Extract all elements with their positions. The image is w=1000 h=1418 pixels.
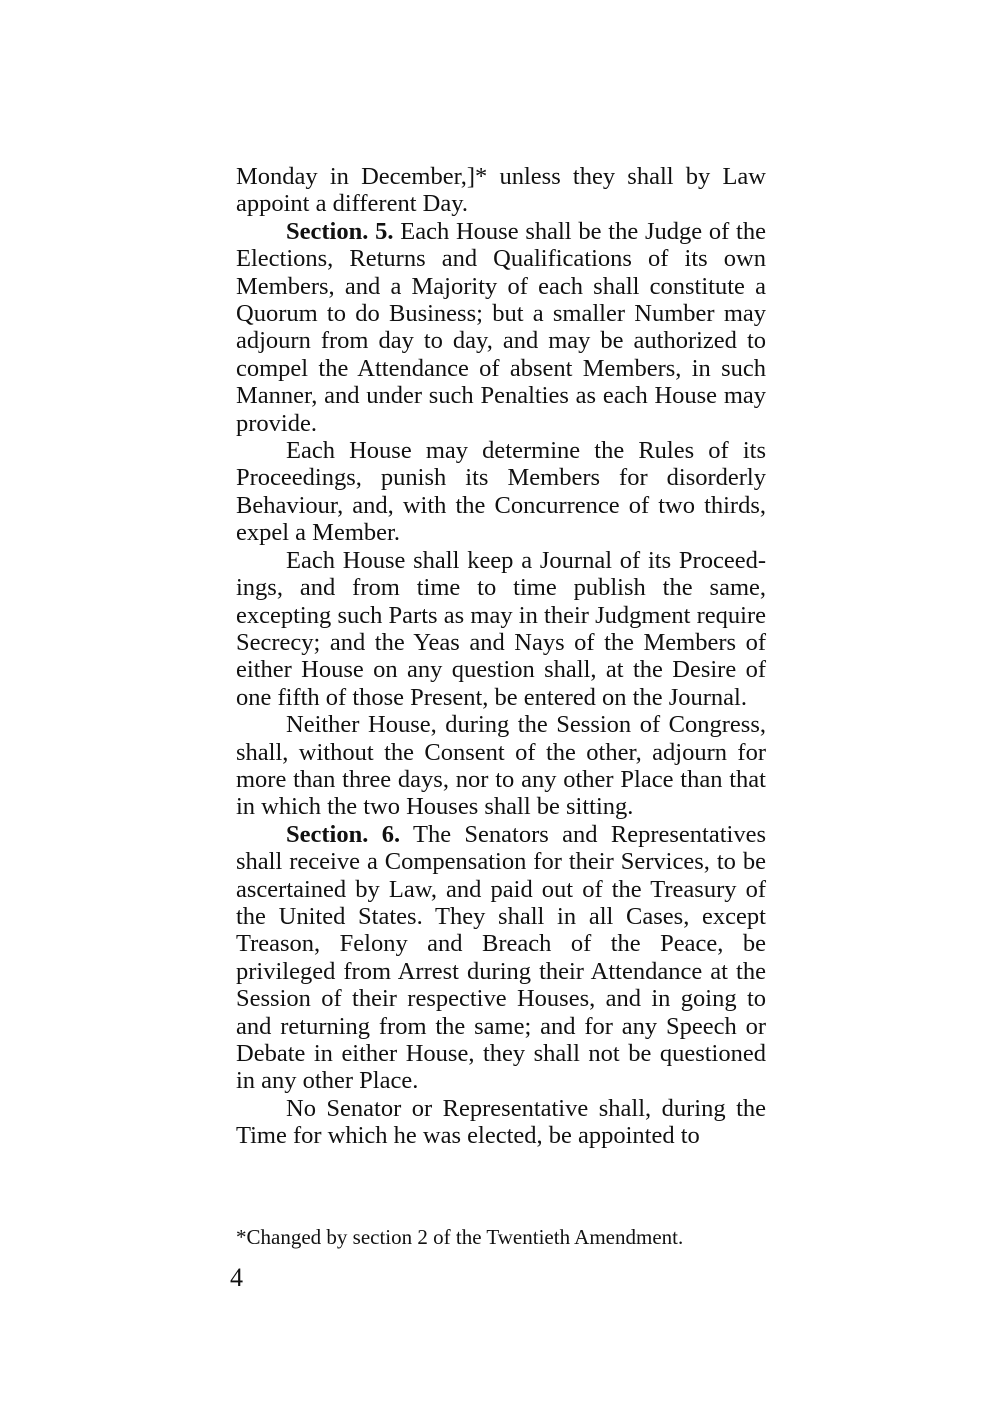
- page-number: 4: [230, 1263, 243, 1292]
- paragraph-text: No Senator or Representative shall, during the Time for which he was elected, be appointed to: [236, 1094, 766, 1150]
- paragraph-text: Each House shall be the Judge of the Elections, Returns and Qualifications of its own Members, and a Majority of each shall constitute a Quorum to do Business; but a smaller Number may adjourn from day to day, and may be authorized to compel the Attendance of absent Members, in such Manner, and under such Penalties as each House may provide.: [236, 217, 766, 437]
- paragraph-text: Neither House, during the Session of Congress, shall, without the Consent of the other, adjourn for more than three days, nor to any other Place than that in which the two Houses shall be sitting.: [236, 711, 766, 821]
- footnote: *Changed by section 2 of the Twentieth Amendment.: [236, 1225, 684, 1249]
- paragraph-journal: [236, 547, 766, 711]
- section-5-heading: Section. 5.: [286, 217, 394, 245]
- paragraph-text: Each House may determine the Rules of its Proceedings, punish its Members for disorderly Behaviour, and, with the Concurrence of two thirds, expel a Member.: [236, 437, 766, 547]
- paragraph-continuation: [236, 163, 766, 218]
- paragraph-section-5: [236, 218, 766, 437]
- section-6-heading: Section. 6.: [286, 820, 401, 848]
- paragraph-appointment: [236, 1095, 766, 1150]
- body-text: [236, 163, 766, 1150]
- paragraph-rules: [236, 437, 766, 547]
- paragraph-text: The Senators and Representatives shall receive a Compensation for their Services, to be ascertained by Law, and paid out of the Treasury of the United States. They shall in all Cases, except Treason, Felony and Breach of the Peace, be privileged from Arrest during their Attendance at the Session of their respective Houses, and in going to and returning from the same; and for any Speech or Debate in either House, they shall not be questioned in any other Place.: [236, 820, 766, 1095]
- paragraph-text: Each House shall keep a Journal of its Proceedings, and from time to time publish the same, excepting such Parts as may in their Judgment require Secrecy; and the Yeas and Nays of the Members of either House on any question shall, at the Desire of one fifth of those Present, be entered on the Journal.: [236, 546, 766, 711]
- paragraph-text: Monday in December,]* unless they shall by Law appoint a different Day.: [236, 163, 766, 218]
- paragraph-section-6: [236, 821, 766, 1095]
- paragraph-adjournment: [236, 711, 766, 821]
